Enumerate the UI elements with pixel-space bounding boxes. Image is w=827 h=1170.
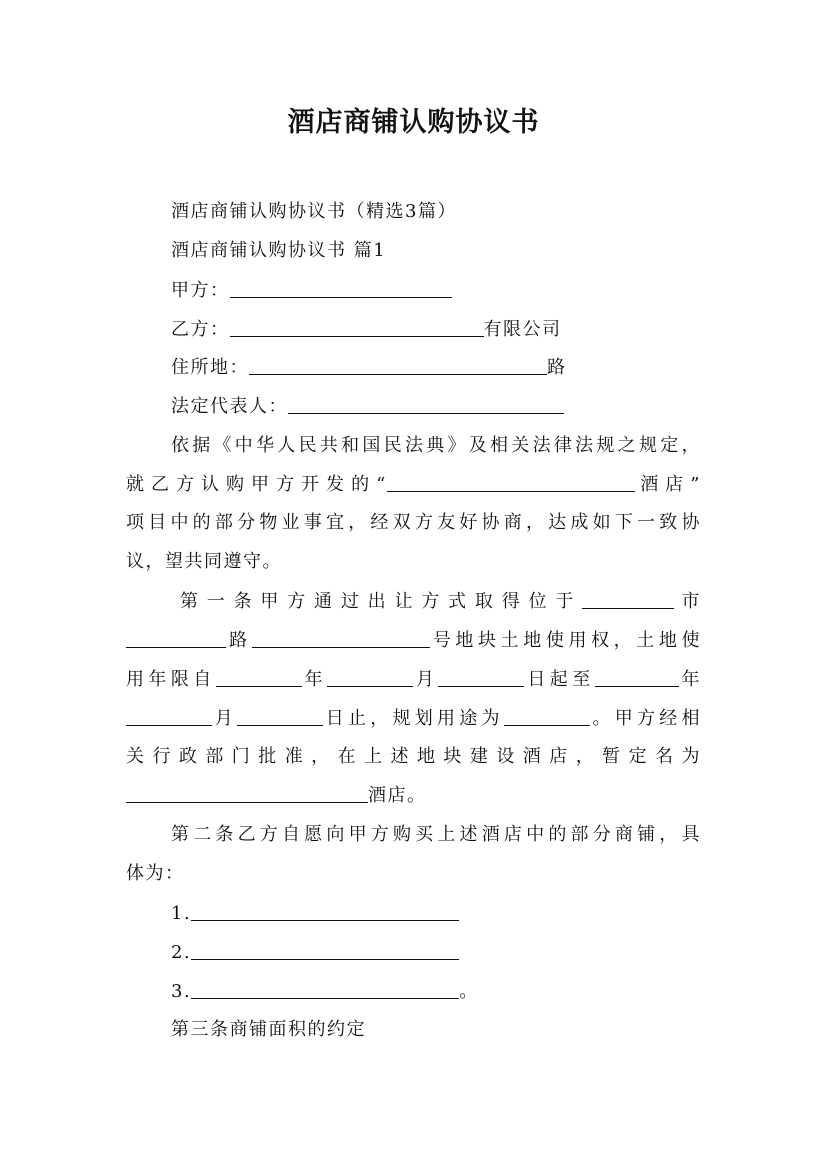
article-1-road: 路 <box>226 630 252 651</box>
article-1-line-1a: 第一条甲方通过出让方式取得位于 <box>180 591 583 612</box>
document-title: 酒店商铺认购协议书 <box>287 107 540 138</box>
hotel-interim-name-blank <box>126 784 368 803</box>
end-month-unit: 月 <box>212 708 237 729</box>
road-blank <box>126 629 226 648</box>
intro-line-1: 依据《中华人民共和国民法典》及相关法律法规之规定， <box>171 435 701 456</box>
intro-line-4: 议，望共同遵守。 <box>126 551 282 572</box>
article-1-line-3 <box>126 667 701 693</box>
article-1-line-4b: 。甲方经相 <box>589 708 701 729</box>
intro-line-2b: 酒店” <box>634 474 702 495</box>
address-label: 住所地： <box>171 357 249 378</box>
start-year-blank <box>216 668 302 687</box>
city-blank <box>582 590 674 609</box>
article-1-line-3a: 用年限自 <box>126 669 216 690</box>
party-a-line <box>171 278 452 304</box>
shop-item-1 <box>171 901 459 927</box>
shop-item-3-blank <box>191 980 459 999</box>
article-1-line-5: 关行政部门批准，在上述地块建设酒店，暂定名为 <box>126 746 701 767</box>
intro-line-3: 项目中的部分物业事宜，经双方友好协商，达成如下一致协 <box>126 512 701 533</box>
end-month-blank <box>126 707 212 726</box>
land-use-blank <box>504 707 590 726</box>
intro-line-2a: 就乙方认购甲方开发的“ <box>126 474 387 495</box>
shop-item-3-end: 。 <box>459 981 479 1002</box>
shop-item-2-blank <box>191 941 459 960</box>
address-suffix: 路 <box>547 357 567 378</box>
article-1-line-4 <box>126 706 701 732</box>
legal-rep-blank <box>288 395 564 414</box>
start-day-blank <box>438 668 524 687</box>
address-blank <box>249 356 547 375</box>
article-1-line-6-text: 酒店。 <box>368 785 427 806</box>
shop-item-1-blank <box>191 902 459 921</box>
shop-item-2 <box>171 940 459 966</box>
end-year-unit: 年 <box>678 669 702 690</box>
start-month-blank <box>327 668 413 687</box>
party-b-label: 乙方： <box>171 319 230 340</box>
article-1-city: 市 <box>674 591 701 612</box>
article-2-line-1: 第二条乙方自愿向甲方购买上述酒店中的部分商铺，具 <box>171 824 701 845</box>
end-day-blank <box>237 707 323 726</box>
party-a-label: 甲方： <box>171 280 230 301</box>
address-line <box>171 355 567 381</box>
intro-line-2 <box>126 472 701 498</box>
start-year-unit: 年 <box>301 669 328 690</box>
article-3-heading: 第三条商铺面积的约定 <box>171 1019 366 1040</box>
section-heading: 酒店商铺认购协议书 篇1 <box>171 240 387 261</box>
hotel-name-blank <box>387 473 635 492</box>
shop-item-1-number: 1. <box>171 903 192 924</box>
article-1-line-2 <box>126 628 701 654</box>
party-b-blank <box>230 318 484 337</box>
article-1-line-6 <box>126 783 427 809</box>
article-1-line-1 <box>180 589 701 615</box>
article-2-line-2: 体为： <box>126 863 185 884</box>
legal-rep-label: 法定代表人： <box>171 396 288 417</box>
start-month-unit: 月 <box>413 669 439 690</box>
party-a-blank <box>230 279 452 298</box>
legal-rep-line <box>171 394 564 420</box>
article-1-line-4a: 日止，规划用途为 <box>323 708 504 729</box>
shop-item-3-number: 3. <box>171 981 192 1002</box>
party-b-suffix: 有限公司 <box>483 319 562 340</box>
shop-item-2-number: 2. <box>171 942 192 963</box>
document-subtitle: 酒店商铺认购协议书（精选3篇） <box>171 201 457 222</box>
party-b-line <box>171 317 562 343</box>
shop-item-3 <box>171 979 479 1005</box>
article-1-line-2b: 号地块土地使用权，土地使 <box>429 630 702 651</box>
article-1-line-3b: 日起至 <box>524 669 595 690</box>
end-year-blank <box>595 668 679 687</box>
lot-number-blank <box>252 629 430 648</box>
